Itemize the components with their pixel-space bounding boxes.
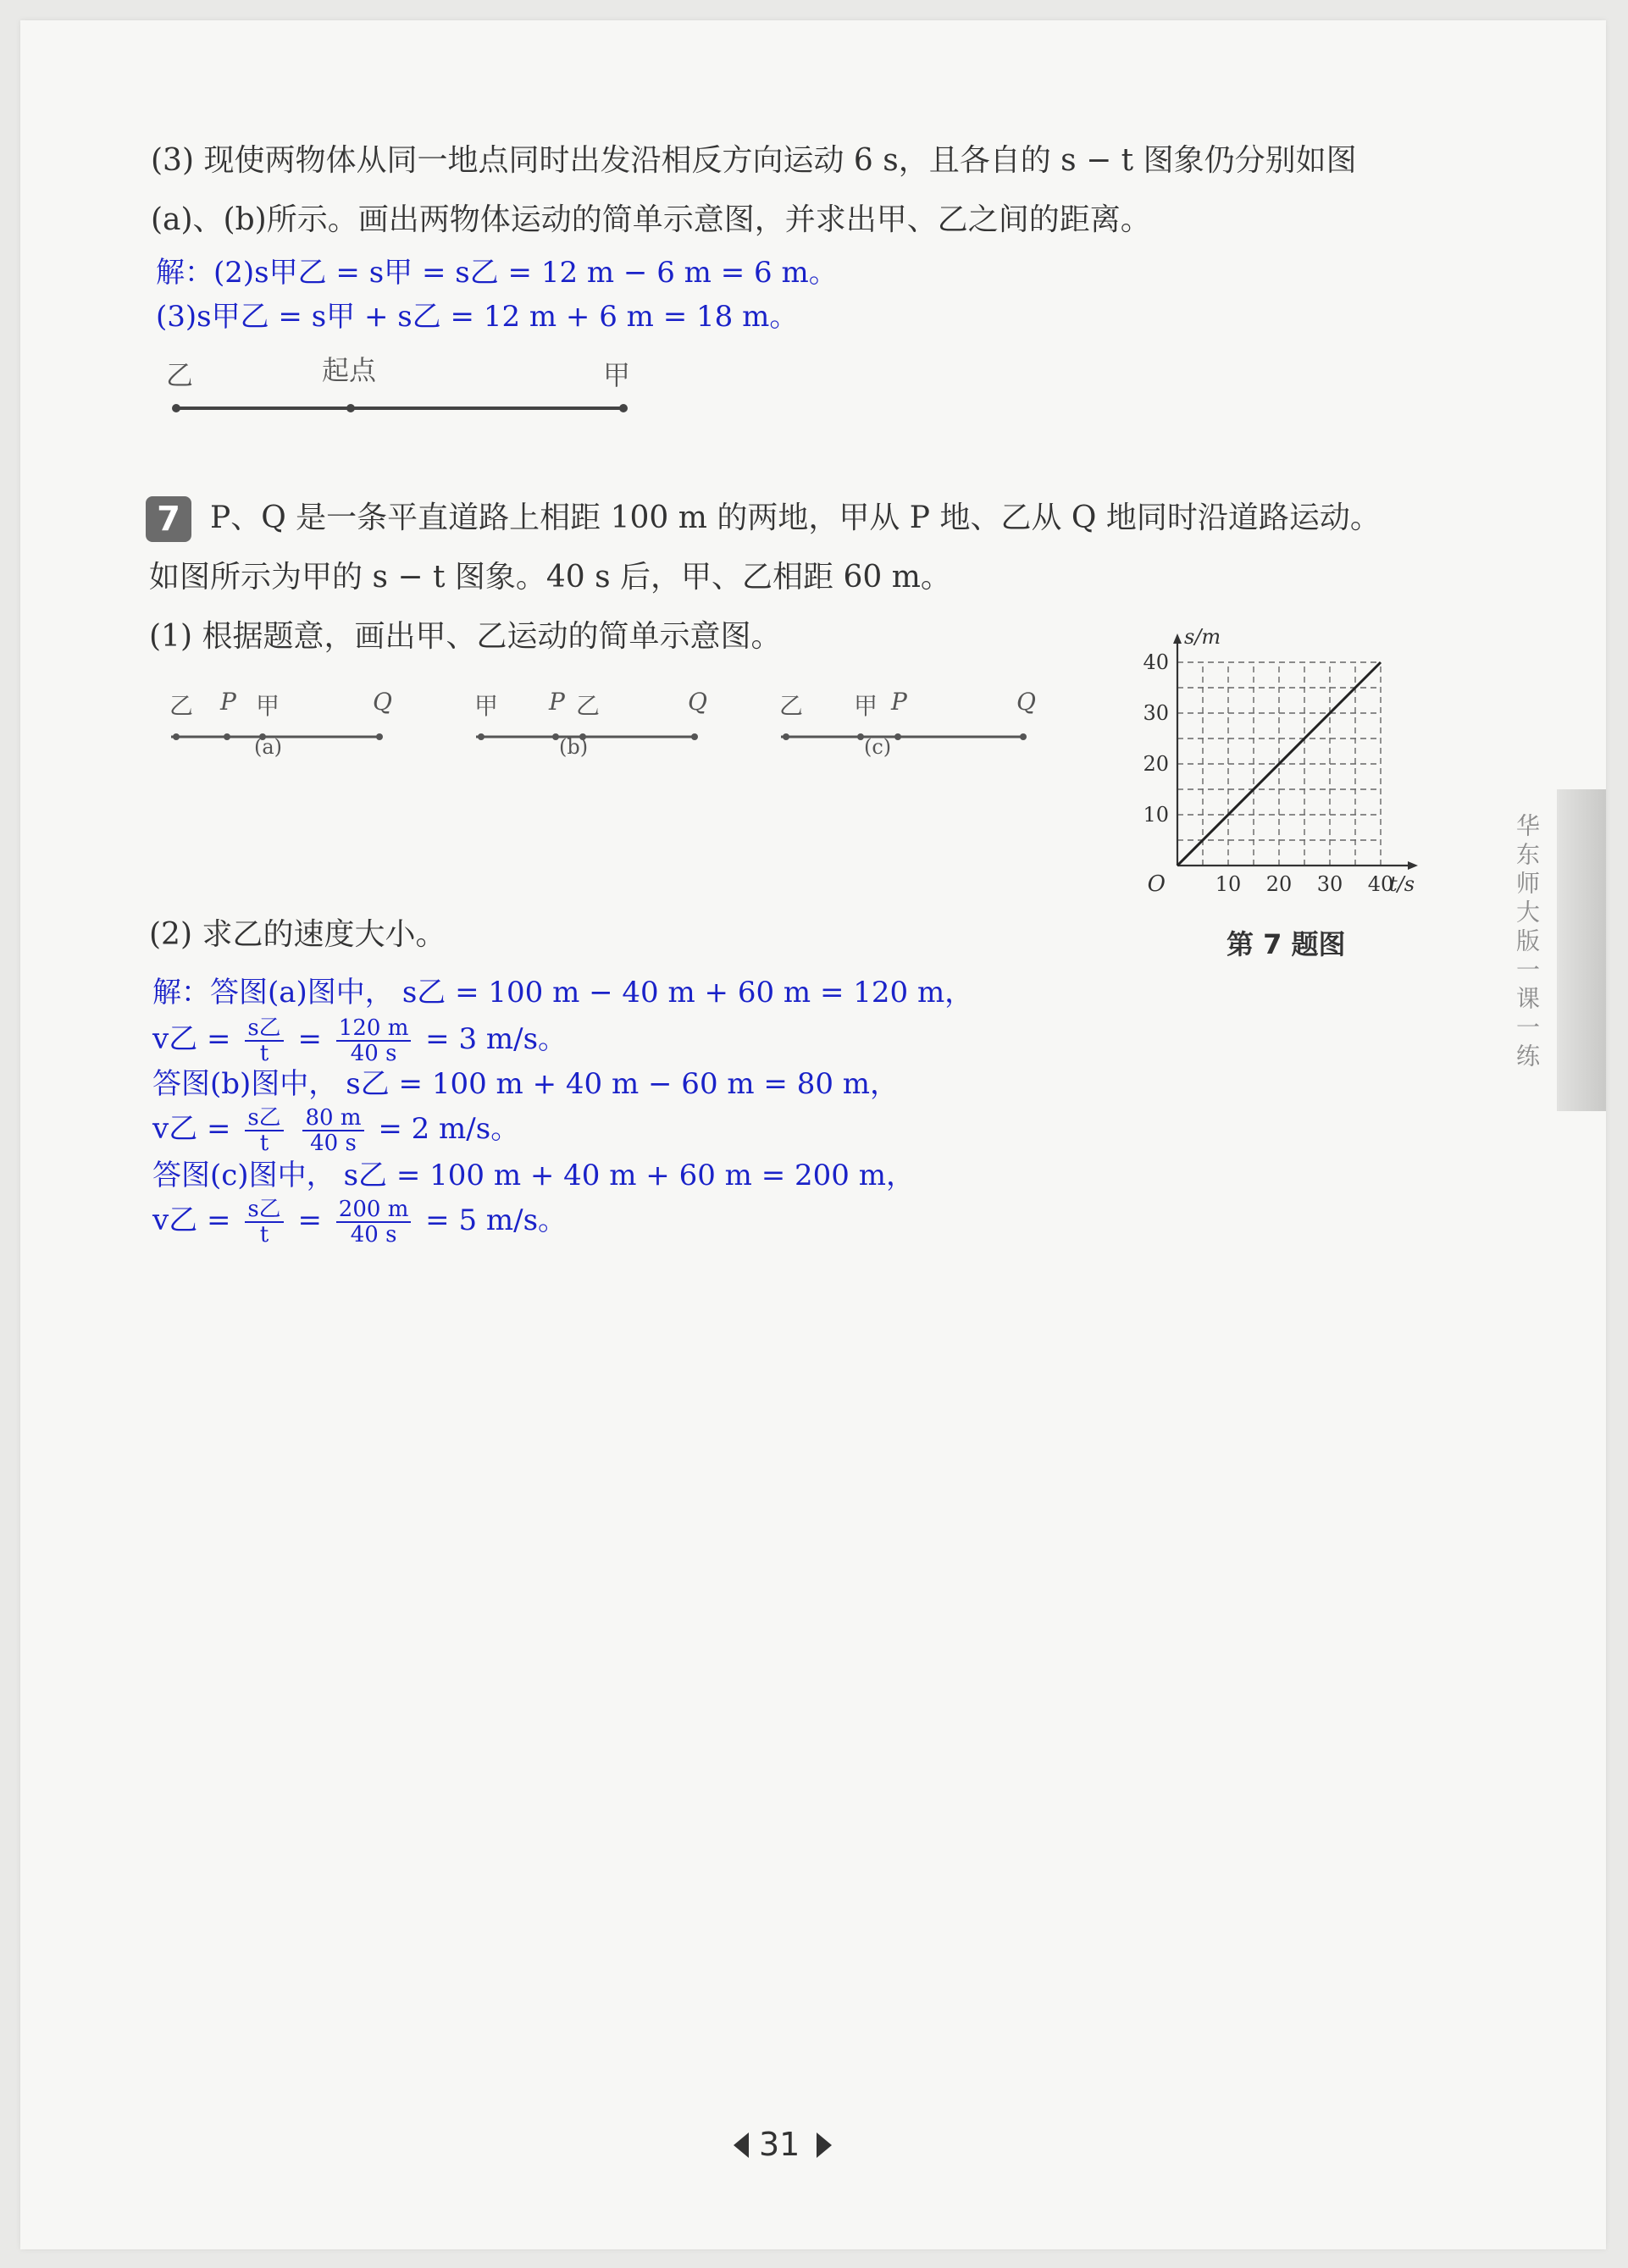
question7-sub1: (1) 根据题意，画出甲、乙运动的简单示意图。	[149, 619, 782, 654]
answer-a-v-label: v乙 =	[152, 1022, 231, 1056]
fraction-numerator: 120 m	[336, 1016, 412, 1042]
question7-line1: P、Q 是一条平直道路上相距 100 m 的两地，甲从 P 地、乙从 Q 地同时沿道路运动。	[210, 501, 1381, 535]
answer-part3: (3)s甲乙 = s甲 + s乙 = 12 m + 6 m = 18 m。	[156, 300, 799, 334]
answer-part2: 解：(2)s甲乙 = s甲 = s乙 = 12 m − 6 m = 6 m。	[156, 256, 838, 290]
prev-page-icon	[734, 2132, 749, 2158]
answer-c-v-label: v乙 =	[152, 1203, 231, 1237]
answer-a-result: = 3 m/s。	[425, 1022, 568, 1056]
question-number-badge: 7	[146, 496, 191, 542]
answer-c-line	[152, 1157, 915, 1194]
line-diagram-point	[894, 733, 901, 740]
line-diagram-point	[552, 733, 559, 740]
line-diagram-label: 甲	[474, 692, 499, 720]
diagram-label-yi: 乙	[166, 359, 194, 391]
diagram-label-jia: 甲	[603, 359, 631, 391]
answer-b-fraction-2	[302, 1106, 363, 1155]
answer-c-fraction-2	[336, 1198, 412, 1247]
figure-caption: 第 7 题图	[1227, 928, 1346, 960]
line-diagram-point	[857, 733, 864, 740]
line-diagram-label: P	[549, 688, 565, 716]
chart-x-tick-label: 30	[1316, 872, 1343, 896]
chart-x-tick-label: 40	[1367, 872, 1394, 896]
answer-b-speed	[152, 1106, 519, 1155]
side-tab	[1557, 789, 1606, 1111]
line-diagram-label: 甲	[256, 692, 280, 720]
motion-diagram-part3	[152, 347, 644, 423]
answer-a-speed: v乙 = $\frac{\text{s乙}}{t}$ = $\frac{120 m}{40 s}$ = 3 m/s。	[152, 1015, 568, 1066]
chart-y-tick-label: 40	[1143, 650, 1169, 674]
answer-a-fraction-1	[245, 1016, 283, 1065]
line-diagram-point	[478, 733, 485, 740]
diagram-point-jia	[619, 404, 628, 412]
answer-c-distance: s乙 = 100 m + 40 m + 60 m = 200 m，	[343, 1159, 915, 1192]
diagram-point-yi	[172, 404, 180, 412]
line-diagram-label: Q	[373, 688, 392, 716]
question7-sub2: (2) 求乙的速度大小。	[149, 917, 446, 952]
line-diagram-point	[224, 733, 230, 740]
line-diagram-2	[466, 720, 737, 754]
diagram-label-start: 起点	[322, 354, 377, 386]
page-number: 31	[759, 2126, 800, 2163]
diagram-point-start	[346, 404, 355, 412]
answer-a-intro: 解：答图(a)图中，	[152, 976, 394, 1010]
question-part3-line1: (3) 现使两物体从同一地点同时出发沿相反方向运动 6 s，且各自的 s − t 图象仍分别如图	[151, 143, 1357, 178]
fraction-numerator: s乙	[245, 1016, 283, 1042]
chart-x-tick-label: 10	[1215, 872, 1242, 896]
question-part3-line2: (a)、(b)所示。画出两物体运动的简单示意图，并求出甲、乙之间的距离。	[151, 202, 1151, 237]
chart-x-axis-label: t/s	[1389, 872, 1415, 896]
fraction-denominator: 40 s	[350, 1041, 397, 1066]
fraction-numerator: s乙	[245, 1198, 283, 1223]
answer-a-distance: s乙 = 100 m − 40 m + 60 m = 120 m，	[401, 976, 974, 1010]
answer-b-line	[152, 1065, 899, 1103]
question7-line2: 如图所示为甲的 s − t 图象。40 s 后，甲、乙相距 60 m。	[149, 560, 951, 595]
fraction-denominator: t	[259, 1131, 269, 1156]
chart-y-tick-label: 10	[1143, 803, 1169, 827]
fraction-numerator: 80 m	[302, 1106, 363, 1131]
answer-a-line	[152, 974, 973, 1011]
line-diagram-caption: (c)	[864, 735, 892, 759]
st-chart	[1135, 620, 1440, 899]
line-diagram-label: Q	[688, 688, 707, 716]
line-diagram-point	[783, 733, 789, 740]
chart-x-arrow-icon	[1408, 861, 1418, 870]
line-diagram-label: 乙	[169, 692, 194, 720]
line-diagram-point	[173, 733, 180, 740]
next-page-icon	[817, 2132, 832, 2158]
line-diagram-point	[376, 733, 383, 740]
line-diagram-label: 甲	[854, 692, 878, 720]
answer-c-speed: v乙 = $\frac{\text{s乙}}{t}$ = $\frac{200 m}{40 s}$ = 5 m/s。	[152, 1197, 568, 1247]
line-diagram-1	[161, 720, 432, 754]
fraction-denominator: 40 s	[310, 1131, 357, 1156]
line-diagram-label: P	[220, 688, 236, 716]
chart-y-tick-label: 30	[1143, 701, 1169, 725]
line-diagram-point	[1020, 733, 1027, 740]
fraction-denominator: t	[259, 1222, 269, 1247]
line-diagram-caption: (a)	[254, 735, 283, 759]
line-diagram-point	[691, 733, 698, 740]
line-diagram-label: 乙	[576, 692, 601, 720]
answer-c-intro: 答图(c)图中，	[152, 1159, 335, 1192]
answer-a-fraction-2	[336, 1016, 412, 1065]
fraction-denominator: t	[259, 1041, 269, 1066]
line-diagram-3	[771, 720, 1042, 754]
line-diagram-label: P	[891, 688, 907, 716]
fraction-numerator: 200 m	[336, 1198, 412, 1223]
chart-x-tick-label: 20	[1265, 872, 1293, 896]
chart-y-arrow-icon	[1173, 633, 1182, 644]
chart-y-tick-label: 20	[1143, 752, 1169, 776]
answer-b-fraction-1	[245, 1106, 283, 1155]
answer-b-result: = 2 m/s。	[378, 1112, 520, 1146]
line-diagram-label: 乙	[779, 692, 804, 720]
side-tab-text: 华东师大版一课一练	[1513, 813, 1541, 1072]
answer-c-result: = 5 m/s。	[425, 1203, 568, 1237]
line-diagram-caption: (b)	[559, 735, 589, 759]
chart-y-axis-label: s/m	[1184, 625, 1221, 649]
fraction-numerator: s乙	[245, 1106, 283, 1131]
answer-b-intro: 答图(b)图中，	[152, 1067, 338, 1101]
fraction-denominator: 40 s	[350, 1222, 397, 1247]
chart-origin-label: O	[1147, 871, 1166, 897]
answer-b-distance: s乙 = 100 m + 40 m − 60 m = 80 m，	[346, 1067, 900, 1101]
answer-c-fraction-1	[245, 1198, 283, 1247]
answer-b-v-label: v乙 =	[152, 1112, 231, 1146]
line-diagram-label: Q	[1016, 688, 1036, 716]
